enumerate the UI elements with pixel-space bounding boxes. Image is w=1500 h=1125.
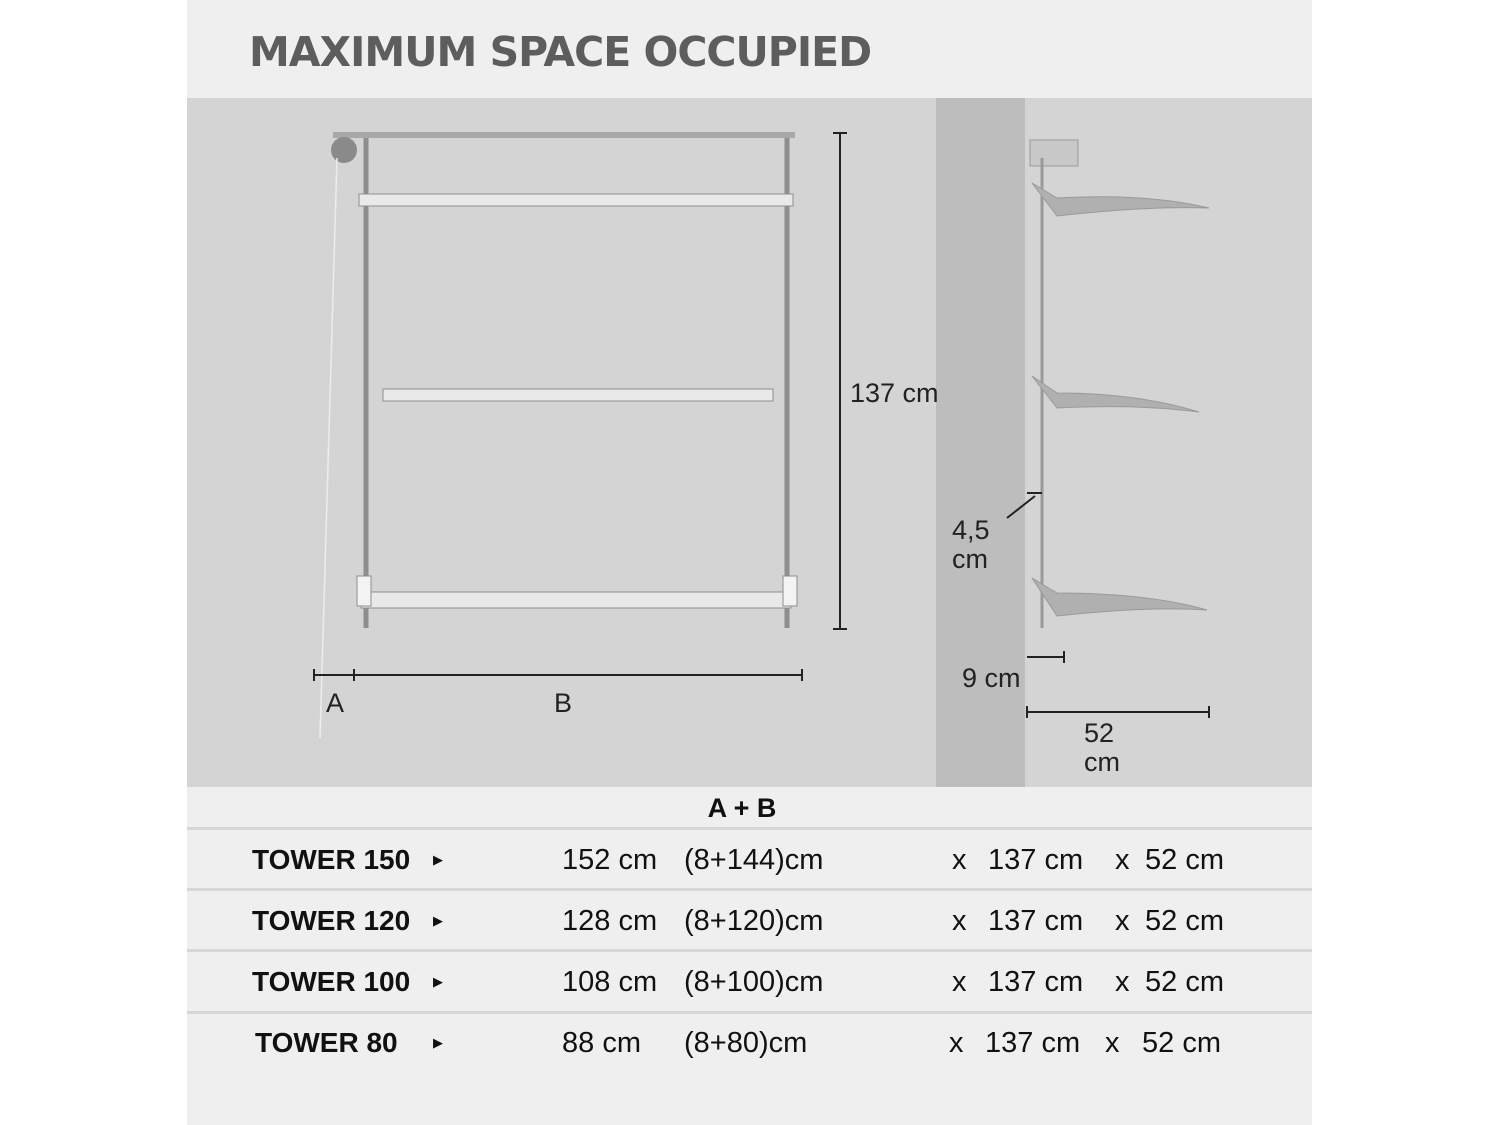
cell-height: 137 cm bbox=[988, 844, 1084, 876]
cell-breakdown: (8+80)cm bbox=[684, 1027, 808, 1059]
side-rack bbox=[1030, 140, 1209, 628]
cell-breakdown: (8+100)cm bbox=[684, 966, 824, 998]
table-row bbox=[187, 830, 1312, 890]
cell-height: 137 cm bbox=[985, 1027, 1081, 1059]
cell-breakdown: (8+144)cm bbox=[684, 844, 824, 876]
dimension-diagram bbox=[187, 98, 1312, 787]
cell-width: 108 cm bbox=[562, 966, 658, 998]
table-header-a-plus-b: A + B bbox=[707, 793, 777, 823]
height-dimension-line bbox=[833, 133, 847, 629]
arrow-right-icon: ▶ bbox=[433, 913, 443, 928]
dimension-b-label: B bbox=[554, 688, 573, 718]
cell-depth: 52 cm bbox=[1145, 905, 1224, 937]
cell-model: TOWER 120 bbox=[252, 905, 411, 936]
width-dimension-line bbox=[314, 669, 802, 681]
table-row bbox=[187, 891, 1312, 951]
cell-model: TOWER 80 bbox=[255, 1027, 398, 1058]
cell-depth: 52 cm bbox=[1142, 1027, 1221, 1059]
height-label: 137 cm bbox=[850, 378, 939, 408]
cell-x2: x bbox=[1115, 966, 1130, 998]
cell-x1: x bbox=[952, 905, 967, 937]
depth-value: 52 bbox=[1084, 718, 1115, 748]
rack-drawing bbox=[187, 98, 1312, 787]
cell-x2: x bbox=[1105, 1027, 1120, 1059]
cell-x1: x bbox=[952, 844, 967, 876]
cell-width: 128 cm bbox=[562, 905, 658, 937]
depth-unit: cm bbox=[1084, 747, 1120, 777]
table-row bbox=[187, 952, 1312, 1012]
cell-depth: 52 cm bbox=[1145, 844, 1224, 876]
arrow-right-icon: ▶ bbox=[433, 974, 443, 989]
cell-height: 137 cm bbox=[988, 905, 1084, 937]
cell-x2: x bbox=[1115, 844, 1130, 876]
cell-depth: 52 cm bbox=[1145, 966, 1224, 998]
infographic-panel bbox=[187, 0, 1312, 1125]
wall-gap-value: 4,5 bbox=[952, 515, 990, 545]
wall-gap-unit: cm bbox=[952, 544, 988, 574]
front-rack bbox=[320, 132, 797, 738]
table-row bbox=[187, 1013, 1312, 1073]
arrow-right-icon: ▶ bbox=[433, 1035, 443, 1050]
cell-x2: x bbox=[1115, 905, 1130, 937]
cell-x1: x bbox=[949, 1027, 964, 1059]
arrow-right-icon: ▶ bbox=[433, 852, 443, 867]
cell-model: TOWER 150 bbox=[252, 844, 411, 875]
dimension-a-label: A bbox=[326, 688, 345, 718]
page-title: MAXIMUM SPACE OCCUPIED bbox=[249, 28, 872, 76]
small-depth-label: 9 cm bbox=[962, 663, 1021, 693]
cell-width: 152 cm bbox=[562, 844, 658, 876]
cell-width: 88 cm bbox=[562, 1027, 641, 1059]
cell-x1: x bbox=[952, 966, 967, 998]
cell-model: TOWER 100 bbox=[252, 966, 411, 997]
cell-height: 137 cm bbox=[988, 966, 1084, 998]
cell-breakdown: (8+120)cm bbox=[684, 905, 824, 937]
